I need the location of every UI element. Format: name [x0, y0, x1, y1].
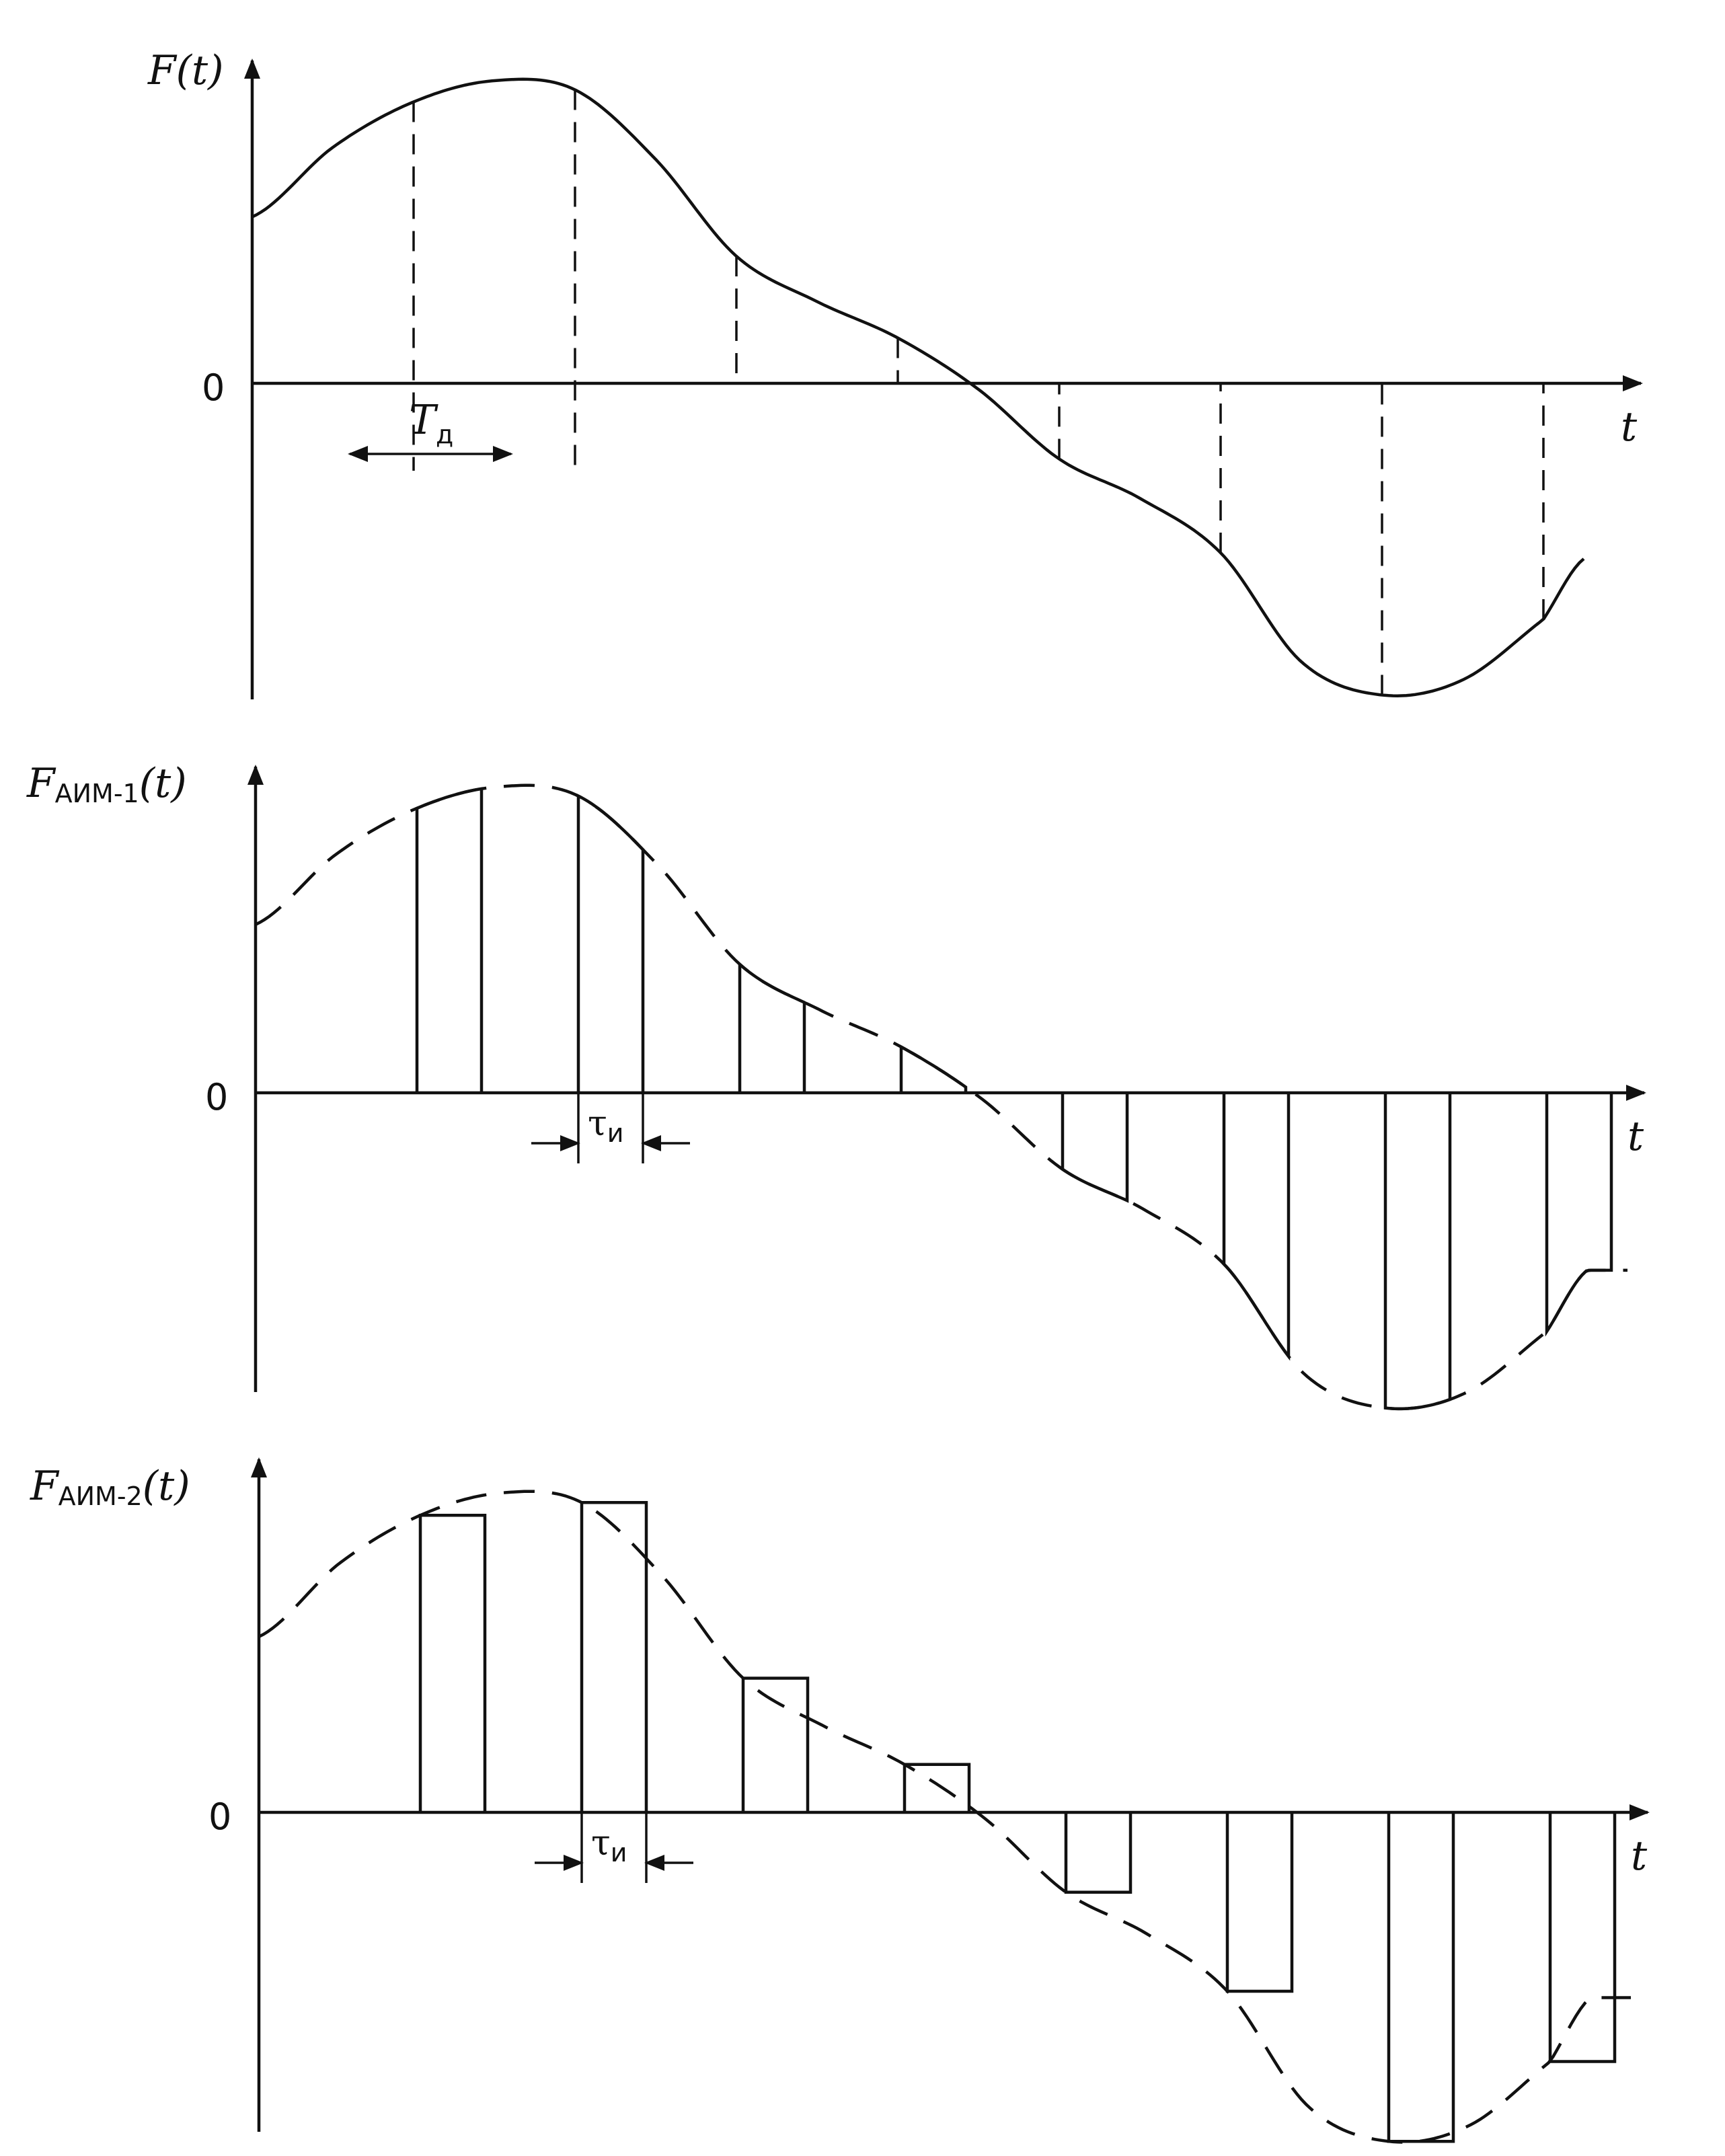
pam1-pulses: [417, 789, 1611, 1409]
svg-text:τи: [588, 1104, 623, 1148]
zero-label: 0: [202, 367, 225, 409]
y-axis-label: F(t): [148, 47, 224, 94]
tau-subscript: и: [607, 1118, 624, 1148]
sampling-period-dimension: [350, 397, 511, 454]
pam1-panel: [26, 760, 1644, 1409]
svg-text:Tд: [409, 397, 453, 449]
x-axis-label: t: [1621, 403, 1638, 451]
pulse-4: [905, 1765, 969, 1812]
x-axis-label: t: [1631, 1833, 1648, 1880]
pulse-5: [1066, 1812, 1130, 1892]
tau-symbol: τ: [588, 1104, 607, 1144]
x-axis-label: t: [1627, 1113, 1644, 1160]
signal-curve: [252, 79, 1584, 696]
zero-label: 0: [208, 1796, 232, 1838]
y-axis-label: FАИМ-2(t): [30, 1463, 190, 1511]
pulse-4: [901, 1047, 966, 1093]
pulse-width-dimension: [531, 1093, 690, 1163]
y-axis-label: FАИМ-1(t): [27, 760, 187, 808]
period-subscript: д: [436, 420, 454, 449]
pulse-7: [1385, 1093, 1450, 1409]
pulse-6: [1224, 1093, 1289, 1356]
pulse-3: [740, 964, 804, 1093]
pulse-5: [1063, 1093, 1127, 1200]
pulse-width-dimension: [535, 1812, 693, 1883]
pulse-6: [1227, 1812, 1292, 1991]
pulse-8: [1547, 1093, 1611, 1332]
pam2-pulses: [420, 1502, 1615, 2141]
pulse-1: [417, 789, 482, 1093]
svg-text:τи: [591, 1823, 627, 1868]
sample-markers: [414, 90, 1543, 695]
pulse-3: [743, 1679, 808, 1813]
continuous-signal-panel: [147, 47, 1641, 699]
pulse-1: [420, 1515, 485, 1812]
signal-envelope-dashed: [259, 1492, 1631, 2143]
pulse-2: [578, 796, 643, 1093]
pulse-7: [1389, 1812, 1453, 2141]
pulse-8: [1550, 1812, 1615, 2062]
tau-symbol: τ: [591, 1823, 611, 1863]
signal-envelope-dashed: [256, 785, 1627, 1409]
zero-label: 0: [205, 1076, 229, 1118]
period-symbol: T: [409, 397, 436, 444]
tau-subscript: и: [610, 1838, 627, 1868]
pam2-panel: [30, 1459, 1648, 2143]
